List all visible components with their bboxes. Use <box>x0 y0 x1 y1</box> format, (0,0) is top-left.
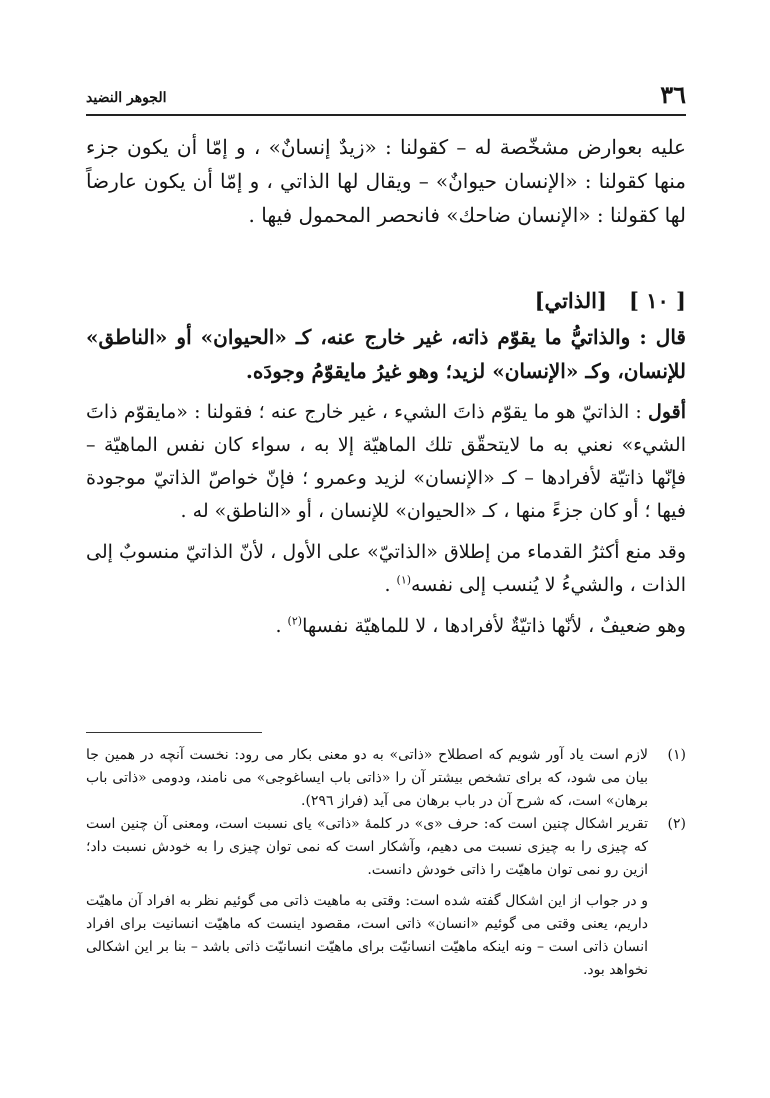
sharh-text: : الذاتيّ هو ما يقوّم ذاتَ الشيء ، غير خارج عنه ؛ فقولنا : «مايقوّم ذاتَ الشيء» نعني به ما لايتحقّق تلك الماهيّة إلا به ، سواء كان نفس الماهيّة – فإنّها ذاتيّة لأفرادها – كـ «الإنسان» لزيد وعمرو ؛ فإنّ خواصّ الذاتيّ موجودة فيها ؛ أو كان جزءً منها ، كـ «الحيوان» للإنسان ، أو «الناطق» له . <box>86 401 686 522</box>
matn-paragraph <box>86 320 686 388</box>
page-number: ٣٦ <box>660 80 686 109</box>
objection-end: . <box>384 574 397 596</box>
page-header <box>86 80 686 116</box>
sharh-paragraph <box>86 396 686 528</box>
sharh-label: أقول <box>648 401 686 423</box>
footnotes <box>86 744 686 982</box>
reply-text: وهو ضعيفٌ ، لأنّها ذاتيّةٌ لأفرادها ، لا للماهيّة نفسها <box>302 615 686 637</box>
section-number: [ ١٠ ] <box>628 288 686 313</box>
footnote-1 <box>86 744 686 813</box>
section-heading <box>86 282 686 320</box>
main-text <box>86 130 686 643</box>
footnote-text: تقرير اشكال چنين است كه: حرف «ى» در كلمهٔ «ذاتى» ياى نسبت است، ومعنى آن چنين است كه چيزى را به چيزى نسبت مى دهيم، وآشكار است كه نمى توان چيزى را به خودش نسبت داد؛ ازين رو نمى توان ماهيّت را ذاتى خودش دانست. <box>86 816 648 878</box>
reply-paragraph <box>86 610 686 643</box>
footnote-2-continuation: و در جواب از اين اشكال گفته شده است: وقتى به ماهيت ذاتى مى گوئيم نظر به افراد آن ماهيّت داريم، يعنى وقتى مى گوئيم «انسان» ذاتى است، مقصود اينست كه ماهيّت انسانيت براى افراد انسان ذاتى است – ونه اينكه ماهيّت انسانيّت براى ماهيّت انسانيّت ذاتى باشد – بنا بر اين اشكالى نخواهد بود. <box>86 893 648 978</box>
objection-text: وقد منع أكثرُ القدماء من إطلاق «الذاتيّ» على الأول ، لأنّ الذاتيّ منسوبٌ إلى الذات ، والشيءُ لا يُنسب إلى نفسه <box>86 541 686 596</box>
matn-label: قال <box>655 325 686 349</box>
section-title: [الذاتي] <box>534 288 607 313</box>
intro-paragraph: عليه بعوارض مشخّصة له – كقولنا : «زيدٌ إنسانٌ» ، و إمّا أن يكون جزء منها كقولنا : «الإنسان حيوانٌ» – ويقال لها الذاتي ، و إمّا أن يكون عارضاً لها كقولنا : «الإنسان ضاحك» فانحصر المحمول فيها . <box>86 135 686 227</box>
footnote-2 <box>86 813 686 882</box>
matn-text: : والذاتيُّ ما يقوّم ذاته، غير خارج عنه، كـ «الحيوان» أو «الناطق» للإنسان، وكـ «الإنسان» لزيد؛ وهو غيرُ مايقوّمُ وجودَه. <box>86 325 686 383</box>
footnote-ref-2[interactable]: (٢) <box>287 614 303 628</box>
page <box>86 80 686 643</box>
objection-paragraph <box>86 536 686 602</box>
footnote-number: (١) <box>667 747 686 763</box>
footnote-text: لازم است ياد آور شويم كه اصطلاح «ذاتى» به دو معنى بكار مى رود: نخست آنچه در همين جا بيان مى شود، كه براى تشخص بيشتر آن را «ذاتى باب ايساغوجى» مى نامند، ودومى «ذاتى باب برهان» است، كه شرح آن در باب برهان مى آيد (فراز ٢٩٦). <box>86 747 648 809</box>
reply-end: . <box>275 615 288 637</box>
footnote-number: (٢) <box>667 816 686 832</box>
footnote-divider <box>86 732 262 733</box>
footnote-ref-1[interactable]: (١) <box>396 573 412 587</box>
running-title: الجوهر النضيد <box>86 90 167 106</box>
